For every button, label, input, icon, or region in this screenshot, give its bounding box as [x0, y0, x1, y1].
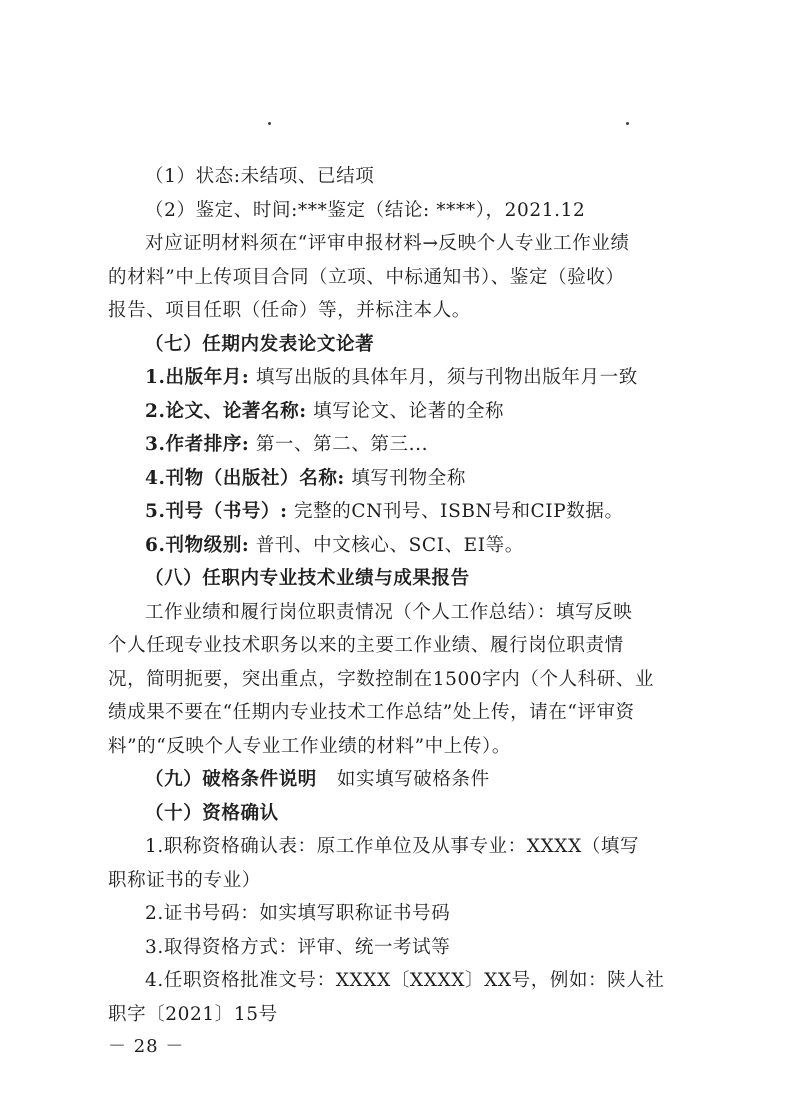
paragraph-line: 绩成果不要在“任期内专业技术工作总结”处上传，请在“评审资	[108, 702, 635, 723]
status-line: （1）状态:未结项、已结项	[145, 166, 375, 187]
paragraph-line: 况，简明扼要，突出重点，字数控制在1500字内（个人科研、业	[108, 668, 655, 690]
list-item	[108, 495, 708, 529]
paragraph-line: 对应证明材料须在“评审申报材料→反映个人专业工作业绩	[145, 233, 630, 254]
paragraph-line: 4.任职资格批准文号：XXXX〔XXXX〕XX号，例如：陕人社	[145, 970, 665, 991]
section-9-text: 如实填写破格条件	[336, 769, 490, 790]
page-number: － 28 －	[108, 1036, 185, 1057]
item-label: 4.刊物（出版社）名称:	[145, 467, 345, 489]
item-text: 填写刊物全称	[351, 467, 466, 489]
section-heading-9: （九）破格条件说明	[145, 769, 317, 790]
paragraph-line: 工作业绩和履行岗位职责情况（个人工作总结）：填写反映	[145, 601, 633, 623]
section-heading-8: （八）任职内专业技术业绩与成果报告	[145, 568, 470, 589]
paragraph-line: 1.职称资格确认表：原工作单位及从事专业：XXXX（填写	[145, 836, 640, 857]
item-text: 第一、第二、第三...	[255, 434, 429, 455]
item-label: 1.出版年月:	[145, 367, 250, 388]
item-text: 填写出版的具体年月，须与刊物出版年月一致	[255, 367, 638, 388]
item-text: 普刊、中文核心、SCI、EI等。	[255, 534, 524, 556]
paragraph-line: 的材料”中上传项目合同（立项、中标通知书）、鉴定（验收）	[108, 266, 625, 288]
scan-mark-dot	[268, 122, 271, 125]
appraisal-line: （2）鉴定、时间:***鉴定（结论: ****），2021.12	[145, 199, 586, 221]
item-label: 5.刊号（书号）:	[145, 501, 288, 522]
section-heading-7: （七）任期内发表论文论著	[145, 333, 375, 355]
document-body	[108, 160, 708, 1031]
item-label: 2.论文、论著名称:	[145, 400, 307, 422]
paragraph-line: 个人任现专业技术职务以来的主要工作业绩、履行岗位职责情	[108, 635, 624, 656]
list-item	[108, 395, 708, 429]
scan-mark-dot	[626, 122, 629, 125]
list-item	[108, 529, 708, 563]
section-9-line	[108, 763, 708, 797]
paragraph-line: 2.证书号码：如实填写职称证书号码	[145, 903, 451, 924]
list-item	[108, 361, 708, 395]
paragraph-line: 职称证书的专业）	[108, 869, 261, 891]
paragraph-line: 职字〔2021〕15号	[108, 1003, 278, 1025]
item-text: 填写论文、论著的全称	[313, 400, 505, 422]
paragraph-line: 报告、项目任职（任命）等，并标注本人。	[108, 300, 471, 321]
item-label: 6.刊物级别:	[145, 534, 250, 556]
list-item	[108, 462, 708, 496]
section-heading-10: （十）资格确认	[145, 802, 279, 824]
item-label: 3.作者排序:	[145, 434, 250, 455]
list-item	[108, 428, 708, 462]
paragraph-line: 3.取得资格方式：评审、统一考试等	[145, 936, 451, 958]
paragraph-line: 料”的“反映个人专业工作业绩的材料”中上传）。	[108, 735, 511, 757]
item-text: 完整的CN刊号、ISBN号和CIP数据。	[294, 501, 624, 522]
